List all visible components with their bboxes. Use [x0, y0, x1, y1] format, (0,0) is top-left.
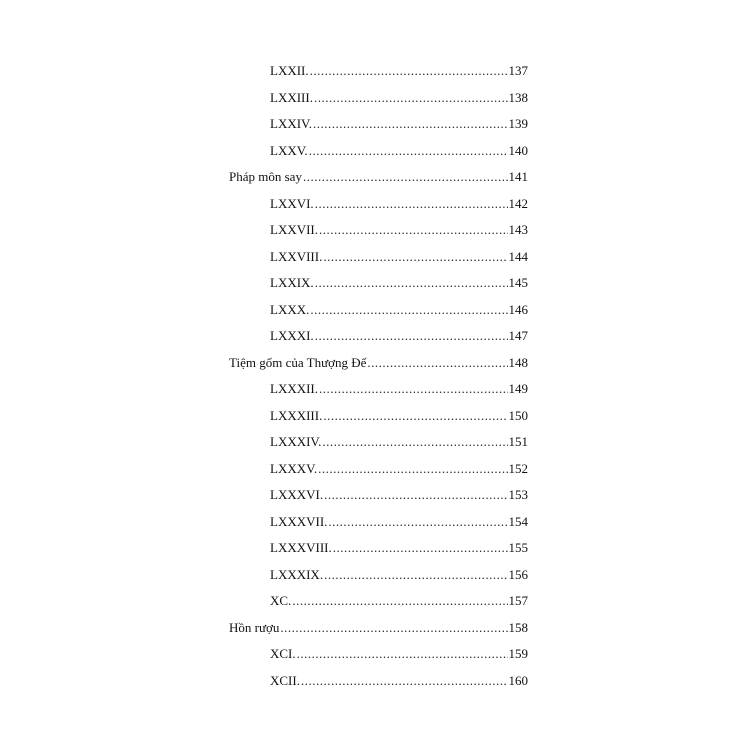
toc-entry-label: Tiệm gốm của Thượng Đế	[229, 354, 367, 370]
toc-entry-line	[270, 540, 528, 556]
toc-entry-label: LXXXVI.	[270, 487, 324, 503]
dot-leader	[310, 302, 507, 318]
dot-leader	[303, 169, 508, 185]
toc-entry-label: LXXIX.	[270, 275, 314, 291]
dot-leader	[314, 90, 508, 106]
toc-entry-page-number: 152	[508, 460, 528, 476]
toc-entry-page-number: 157	[508, 593, 528, 609]
toc-entry-page-number: 160	[508, 672, 528, 688]
toc-section-entry	[0, 456, 750, 483]
toc-entry-page-number: 147	[508, 328, 528, 344]
toc-entry-page-number: 141	[508, 169, 528, 185]
toc-entry-line	[270, 673, 528, 689]
toc-entry-line	[270, 461, 528, 477]
toc-entry-page-number: 146	[508, 301, 528, 317]
toc-section-entry	[0, 217, 750, 244]
toc-entry-page-number: 151	[508, 434, 528, 450]
toc-section-entry	[0, 58, 750, 85]
toc-entry-line	[270, 222, 528, 238]
toc-entry-label: LXXXVII.	[270, 513, 328, 529]
toc-entry-page-number: 159	[508, 646, 528, 662]
toc-entry-page-number: 143	[508, 222, 528, 238]
toc-entry-line	[270, 249, 528, 265]
toc-entry-line	[270, 514, 528, 530]
toc-section-entry	[0, 376, 750, 403]
toc-entry-page-number: 144	[508, 248, 528, 264]
dot-leader	[367, 355, 507, 371]
dot-leader	[280, 620, 507, 636]
toc-entry-label: XCII.	[270, 672, 300, 688]
toc-entry-label: LXXXIII.	[270, 407, 323, 423]
toc-entry-line	[270, 143, 528, 159]
toc-section-entry	[0, 270, 750, 297]
toc-entry-line	[270, 646, 528, 662]
toc-section-entry	[0, 482, 750, 509]
toc-entry-label: LXXVIII.	[270, 248, 323, 264]
dot-leader	[323, 408, 507, 424]
toc-section-entry	[0, 429, 750, 456]
toc-section-entry	[0, 668, 750, 695]
toc-section-entry	[0, 535, 750, 562]
toc-entry-label: LXXXI.	[270, 328, 314, 344]
toc-section-entry	[0, 562, 750, 589]
toc-entry-page-number: 155	[508, 540, 528, 556]
dot-leader	[318, 461, 507, 477]
toc-entry-page-number: 137	[508, 63, 528, 79]
toc-entry-line	[270, 408, 528, 424]
toc-entry-label: LXXII.	[270, 63, 309, 79]
toc-section-entry	[0, 111, 750, 138]
toc-entry-page-number: 140	[508, 142, 528, 158]
toc-entry-line	[229, 355, 528, 371]
toc-section-entry	[0, 403, 750, 430]
toc-entry-label: LXXV.	[270, 142, 308, 158]
toc-section-entry	[0, 323, 750, 350]
toc-entry-line	[270, 593, 528, 609]
toc-entry-line	[270, 90, 528, 106]
toc-entry-label: LXXXII.	[270, 381, 319, 397]
dot-leader	[292, 593, 507, 609]
dot-leader	[333, 540, 508, 556]
toc-entry-line	[270, 275, 528, 291]
toc-section-entry	[0, 244, 750, 271]
toc-entry-label: LXXXV.	[270, 460, 318, 476]
toc-entry-label: LXXVI.	[270, 195, 314, 211]
dot-leader	[313, 116, 507, 132]
toc-entry-line	[270, 196, 528, 212]
toc-section-entry	[0, 297, 750, 324]
toc-chapter-entry	[0, 350, 750, 377]
toc-chapter-entry	[0, 164, 750, 191]
toc-entry-line	[270, 63, 528, 79]
dot-leader	[315, 275, 508, 291]
toc-section-entry	[0, 138, 750, 165]
dot-leader	[309, 143, 508, 159]
toc-entry-line	[270, 434, 528, 450]
dot-leader	[315, 196, 508, 212]
toc-entry-page-number: 149	[508, 381, 528, 397]
dot-leader	[310, 63, 508, 79]
dot-leader	[328, 514, 507, 530]
toc-entry-label: XCI.	[270, 646, 296, 662]
toc-entry-label: LXXVII.	[270, 222, 319, 238]
toc-entry-page-number: 148	[508, 354, 528, 370]
dot-leader	[319, 381, 507, 397]
toc-section-entry	[0, 191, 750, 218]
toc-section-entry	[0, 588, 750, 615]
toc-entry-label: XC.	[270, 593, 292, 609]
toc-entry-page-number: 150	[508, 407, 528, 423]
toc-section-entry	[0, 641, 750, 668]
toc-entry-label: LXXX.	[270, 301, 310, 317]
dot-leader	[324, 567, 507, 583]
toc-entry-line	[270, 487, 528, 503]
toc-entry-label: LXXIV.	[270, 116, 313, 132]
toc-entry-page-number: 156	[508, 566, 528, 582]
toc-entry-line	[229, 169, 528, 185]
toc-section-entry	[0, 85, 750, 112]
dot-leader	[301, 673, 508, 689]
toc-entry-label: LXXXIV.	[270, 434, 322, 450]
toc-entry-label: LXXIII.	[270, 89, 313, 105]
toc-chapter-entry	[0, 615, 750, 642]
dot-leader	[319, 222, 507, 238]
toc-entry-label: LXXXVIII.	[270, 540, 332, 556]
toc-entry-page-number: 142	[508, 195, 528, 211]
toc-entry-line	[270, 328, 528, 344]
toc-entry-page-number: 153	[508, 487, 528, 503]
dot-leader	[297, 646, 508, 662]
table-of-contents	[0, 58, 750, 694]
dot-leader	[324, 487, 507, 503]
toc-entry-line	[270, 302, 528, 318]
toc-entry-label: LXXXIX.	[270, 566, 324, 582]
dot-leader	[322, 434, 507, 450]
toc-entry-line	[270, 567, 528, 583]
toc-entry-page-number: 145	[508, 275, 528, 291]
dot-leader	[315, 328, 508, 344]
toc-entry-line	[270, 381, 528, 397]
toc-entry-page-number: 139	[508, 116, 528, 132]
toc-entry-label: Pháp môn say	[229, 169, 302, 185]
toc-entry-page-number: 158	[508, 619, 528, 635]
toc-entry-label: Hồn rượu	[229, 619, 280, 635]
toc-entry-line	[229, 620, 528, 636]
dot-leader	[323, 249, 507, 265]
toc-section-entry	[0, 509, 750, 536]
toc-entry-line	[270, 116, 528, 132]
toc-entry-page-number: 138	[508, 89, 528, 105]
toc-entry-page-number: 154	[508, 513, 528, 529]
